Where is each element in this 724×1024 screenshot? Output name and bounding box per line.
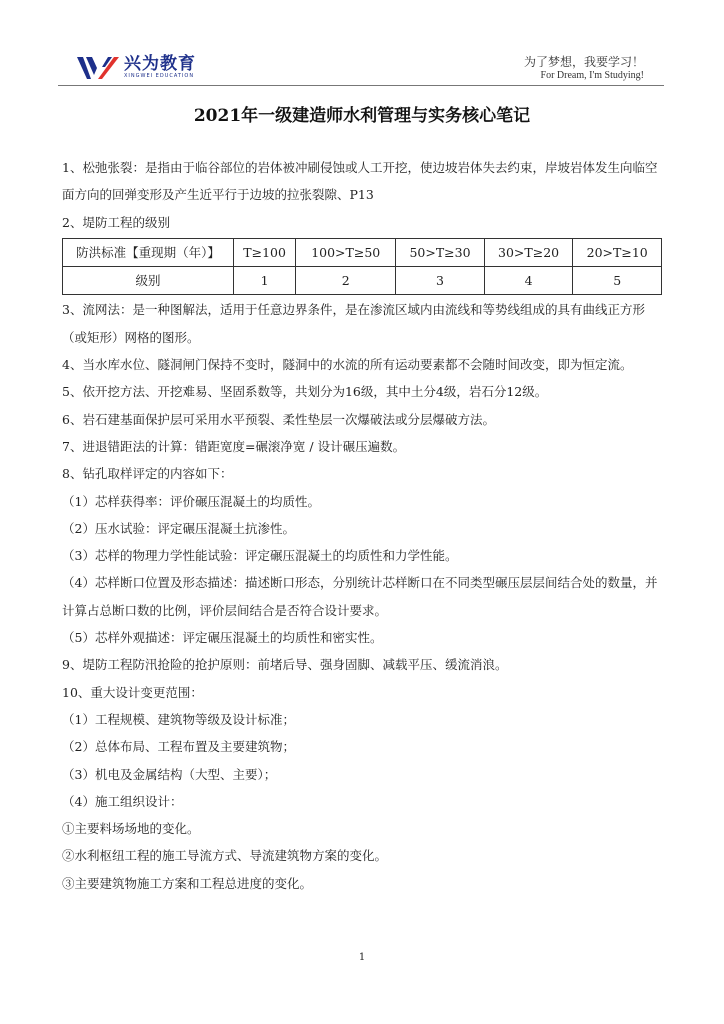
note-10: 10、重大设计变更范围： bbox=[62, 684, 203, 700]
note-8-2: （2）压水试验：评定碾压混凝土抗渗性。 bbox=[62, 520, 295, 536]
table-cell: 2 bbox=[296, 267, 396, 295]
slogan-en: For Dream, I'm Studying! bbox=[540, 70, 644, 81]
note-10-4-c: ③主要建筑物施工方案和工程总进度的变化。 bbox=[62, 875, 313, 891]
logo-mark-icon bbox=[76, 53, 120, 81]
note-1: 1、松弛张裂：是指由于临谷部位的岩体被冲刷侵蚀或人工开挖，使边坡岩体失去约束，岸坡岩体发生向临空面方向的回弹变形及产生近平行于边坡的拉张裂隙、P13 bbox=[62, 160, 658, 203]
note-8: 8、钻孔取样评定的内容如下： bbox=[62, 466, 233, 482]
note-10-1: （1）工程规模、建筑物等级及设计标准； bbox=[62, 711, 295, 727]
table-cell: 30>T≥20 bbox=[484, 238, 573, 266]
note-8-1: （1）芯样获得率：评价碾压混凝土的均质性。 bbox=[62, 493, 320, 509]
note-10-3: （3）机电及金属结构（大型、主要）； bbox=[62, 766, 277, 782]
table-row bbox=[63, 238, 662, 266]
slogan bbox=[524, 55, 644, 82]
table-cell: 3 bbox=[396, 267, 485, 295]
brand-logo bbox=[76, 52, 196, 82]
table-cell: 级别 bbox=[63, 267, 234, 295]
note-5: 5、依开挖方法、开挖难易、坚固系数等，共划分为16级，其中土分4级，岩石分12级。 bbox=[62, 384, 548, 400]
logo-wordmark: 兴为教育 bbox=[124, 53, 196, 74]
note-3: 3、流网法：是一种图解法，适用于任意边界条件，是在渗流区域内由流线和等势线组成的具有曲线正方形（或矩形）网格的图形。 bbox=[62, 302, 645, 345]
page-header bbox=[0, 0, 724, 90]
slogan-cn: 为了梦想，我要学习！ bbox=[523, 55, 644, 69]
note-6: 6、岩石建基面保护层可采用水平预裂、柔性垫层一次爆破法或分层爆破方法。 bbox=[62, 411, 495, 427]
page-number: 1 bbox=[358, 952, 366, 963]
table-cell: 5 bbox=[573, 267, 662, 295]
table-cell: 1 bbox=[234, 267, 296, 295]
table-cell: 50>T≥30 bbox=[396, 238, 485, 266]
note-8-5: （5）芯样外观描述：评定碾压混凝土的均质性和密实性。 bbox=[62, 630, 383, 646]
note-7: 7、进退错距法的计算：错距宽度=碾滚净宽 / 设计碾压遍数。 bbox=[62, 438, 406, 454]
table-cell: 防洪标准【重现期（年）】 bbox=[63, 238, 234, 266]
note-10-2: （2）总体布局、工程布置及主要建筑物； bbox=[62, 739, 295, 755]
note-8-4: （4）芯样断口位置及形态描述：描述断口形态，分别统计芯样断口在不同类型碾压层层间结合处的数量，并计算占总断口数的比例，评价层间结合是否符合设计要求。 bbox=[62, 575, 658, 618]
table-cell: 20>T≥10 bbox=[573, 238, 662, 266]
note-10-4: （4）施工组织设计： bbox=[62, 793, 183, 809]
table-cell: 4 bbox=[484, 267, 573, 295]
note-2: 2、堤防工程的级别 bbox=[62, 214, 170, 230]
note-9: 9、堤防工程防汛抢险的抢护原则：前堵后导、强身固脚、减载平压、缓流消浪。 bbox=[62, 657, 508, 673]
note-10-4-a: ①主要料场场地的变化。 bbox=[62, 821, 200, 837]
notes-body bbox=[62, 154, 662, 897]
page-title: 2021年一级建造师水利管理与实务核心笔记 bbox=[193, 106, 531, 126]
header-divider bbox=[58, 85, 664, 86]
note-8-3: （3）芯样的物理力学性能试验：评定碾压混凝土的均质性和力学性能。 bbox=[62, 548, 458, 564]
levee-grade-table bbox=[62, 238, 662, 296]
logo-subtitle: XINGWEI EDUCATION bbox=[124, 72, 195, 79]
table-cell: 100>T≥50 bbox=[296, 238, 396, 266]
table-cell: T≥100 bbox=[234, 238, 296, 266]
table-row bbox=[63, 267, 662, 295]
note-10-4-b: ②水利枢纽工程的施工导流方式、导流建筑物方案的变化。 bbox=[62, 848, 388, 864]
note-4: 4、当水库水位、隧洞闸门保持不变时，隧洞中的水流的所有运动要素都不会随时间改变，即为恒定流。 bbox=[62, 357, 633, 373]
